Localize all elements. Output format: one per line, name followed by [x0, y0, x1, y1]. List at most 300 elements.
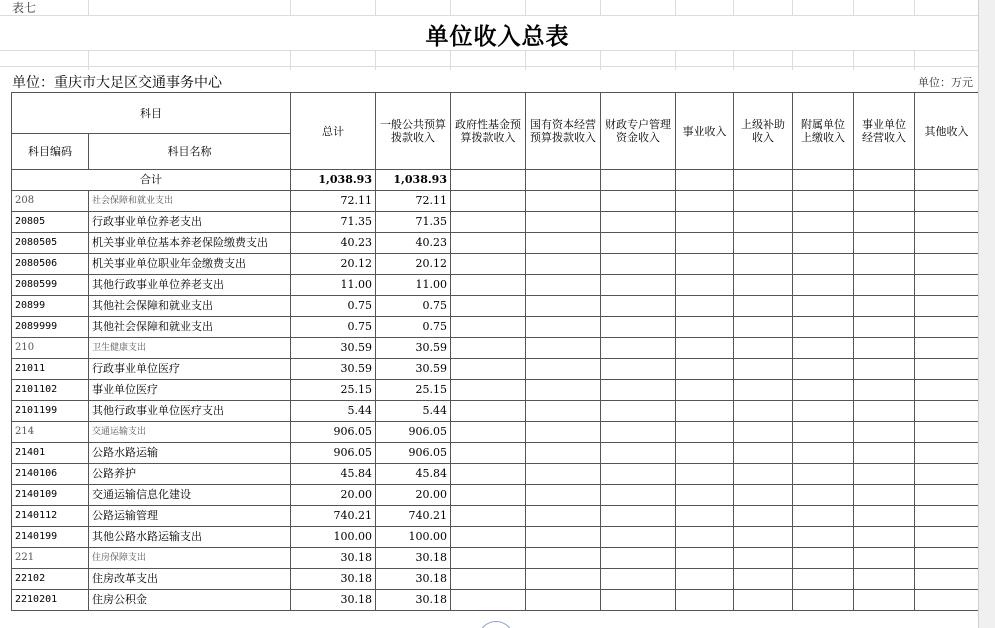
empty-cell [676, 317, 734, 338]
empty-cell [854, 254, 915, 275]
total-cell: 740.21 [291, 506, 376, 527]
general-budget-cell: 25.15 [376, 380, 451, 401]
table-row [12, 485, 979, 506]
empty-cell [676, 233, 734, 254]
empty-cell [734, 212, 793, 233]
subject-code-cell: 20899 [12, 296, 89, 317]
empty-cell [793, 506, 854, 527]
empty-cell [526, 443, 601, 464]
empty-cell [734, 359, 793, 380]
empty-cell [526, 422, 601, 443]
empty-cell [676, 422, 734, 443]
subject-name-cell: 机关事业单位基本养老保险缴费支出 [89, 233, 291, 254]
total-cell: 72.11 [291, 191, 376, 212]
table-row [12, 338, 979, 359]
empty-cell [601, 590, 676, 611]
subject-code-cell: 210 [12, 338, 89, 359]
empty-cell [451, 401, 526, 422]
grid-line [792, 0, 793, 15]
empty-cell [526, 317, 601, 338]
empty-cell [601, 569, 676, 590]
empty-cell [793, 338, 854, 359]
empty-cell [854, 233, 915, 254]
subject-name-cell: 交通运输信息化建设 [89, 485, 291, 506]
grid-line [853, 0, 854, 15]
grid-line [792, 50, 793, 70]
grid-line [853, 50, 854, 70]
header-col-operating-income: 事业单位经营收入 [854, 93, 915, 170]
general-budget-cell: 20.00 [376, 485, 451, 506]
empty-cell [854, 338, 915, 359]
total-cell-total: 1,038.93 [291, 170, 376, 191]
general-budget-cell: 30.18 [376, 590, 451, 611]
subject-name-cell: 住房保障支出 [89, 548, 291, 569]
table-row [12, 548, 979, 569]
grid-line [88, 0, 89, 15]
subject-name-cell: 其他社会保障和就业支出 [89, 296, 291, 317]
empty-cell [915, 527, 979, 548]
general-budget-cell: 71.35 [376, 212, 451, 233]
grid-line [525, 50, 526, 70]
general-budget-cell: 40.23 [376, 233, 451, 254]
total-cell: 30.18 [291, 590, 376, 611]
empty-cell [734, 590, 793, 611]
empty-cell [526, 191, 601, 212]
empty-cell [601, 296, 676, 317]
empty-cell [793, 485, 854, 506]
grid-line [0, 66, 978, 67]
empty-cell [526, 233, 601, 254]
total-cell-general: 1,038.93 [376, 170, 451, 191]
empty-cell [854, 275, 915, 296]
empty-cell [676, 401, 734, 422]
grid-line [600, 0, 601, 15]
total-cell: 906.05 [291, 422, 376, 443]
empty-cell [734, 527, 793, 548]
table-row [12, 590, 979, 611]
empty-cell [915, 422, 979, 443]
empty-cell [854, 212, 915, 233]
empty-cell [854, 527, 915, 548]
subject-code-cell: 214 [12, 422, 89, 443]
grid-line [450, 50, 451, 70]
empty-cell [676, 485, 734, 506]
empty-cell [676, 359, 734, 380]
general-budget-cell: 72.11 [376, 191, 451, 212]
table-row [12, 275, 979, 296]
empty-cell [793, 317, 854, 338]
subject-code-cell: 208 [12, 191, 89, 212]
subject-name-cell: 公路养护 [89, 464, 291, 485]
empty-cell [526, 254, 601, 275]
empty-cell [793, 464, 854, 485]
empty-cell [451, 275, 526, 296]
empty-cell [734, 338, 793, 359]
empty-cell [915, 212, 979, 233]
empty-cell [793, 296, 854, 317]
empty-cell [676, 296, 734, 317]
empty-cell [915, 359, 979, 380]
table-row [12, 317, 979, 338]
empty-cell [451, 380, 526, 401]
empty-cell [915, 464, 979, 485]
total-cell: 5.44 [291, 401, 376, 422]
subject-name-cell: 行政事业单位养老支出 [89, 212, 291, 233]
subject-name-cell: 其他社会保障和就业支出 [89, 317, 291, 338]
subject-name-cell: 住房公积金 [89, 590, 291, 611]
general-budget-cell: 906.05 [376, 422, 451, 443]
empty-cell [915, 233, 979, 254]
empty-cell [451, 443, 526, 464]
empty-cell [451, 422, 526, 443]
empty-cell [793, 233, 854, 254]
table-row [12, 527, 979, 548]
empty-cell [915, 548, 979, 569]
empty-cell [451, 317, 526, 338]
table-row [12, 296, 979, 317]
subject-code-cell: 22102 [12, 569, 89, 590]
subject-name-cell: 机关事业单位职业年金缴费支出 [89, 254, 291, 275]
general-budget-cell: 740.21 [376, 506, 451, 527]
empty-cell [676, 590, 734, 611]
empty-cell [601, 422, 676, 443]
empty-cell [676, 443, 734, 464]
empty-cell [734, 422, 793, 443]
subject-name-cell: 其他行政事业单位医疗支出 [89, 401, 291, 422]
empty-cell [734, 317, 793, 338]
empty-cell [734, 191, 793, 212]
general-budget-cell: 906.05 [376, 443, 451, 464]
currency-unit-label: 单位：万元 [918, 76, 973, 89]
empty-cell [854, 590, 915, 611]
table-row [12, 380, 979, 401]
header-subject-name: 科目名称 [89, 134, 291, 170]
subject-name-cell: 卫生健康支出 [89, 338, 291, 359]
header-subject-code: 科目编码 [12, 134, 89, 170]
empty-cell [601, 191, 676, 212]
empty-cell [526, 338, 601, 359]
empty-cell [854, 506, 915, 527]
empty-cell [915, 191, 979, 212]
empty-cell [734, 569, 793, 590]
empty-cell [601, 506, 676, 527]
table-row [12, 464, 979, 485]
subject-code-cell: 2080506 [12, 254, 89, 275]
empty-cell [854, 317, 915, 338]
grid-line [914, 50, 915, 70]
empty-cell [526, 527, 601, 548]
empty-cell [915, 380, 979, 401]
total-cell: 71.35 [291, 212, 376, 233]
empty-cell [854, 548, 915, 569]
total-cell: 100.00 [291, 527, 376, 548]
empty-cell [734, 233, 793, 254]
empty-cell [526, 590, 601, 611]
empty-cell [915, 254, 979, 275]
total-label: 合计 [12, 170, 291, 191]
grid-line [290, 50, 291, 70]
empty-cell [676, 464, 734, 485]
empty-cell [601, 380, 676, 401]
subject-name-cell: 社会保障和就业支出 [89, 191, 291, 212]
grid-line [733, 50, 734, 70]
subject-code-cell: 20805 [12, 212, 89, 233]
empty-cell [793, 254, 854, 275]
subject-code-cell: 2080505 [12, 233, 89, 254]
general-budget-cell: 20.12 [376, 254, 451, 275]
empty-cell [676, 254, 734, 275]
header-subject-group: 科目 [12, 93, 291, 134]
empty-cell [915, 401, 979, 422]
empty-cell [451, 527, 526, 548]
empty-cell [451, 191, 526, 212]
vertical-scrollbar[interactable] [978, 0, 995, 628]
subject-name-cell: 行政事业单位医疗 [89, 359, 291, 380]
subject-code-cell: 2140106 [12, 464, 89, 485]
empty-cell [601, 443, 676, 464]
subject-code-cell: 2101199 [12, 401, 89, 422]
empty-cell [793, 191, 854, 212]
subject-code-cell: 2089999 [12, 317, 89, 338]
subject-name-cell: 其他公路水路运输支出 [89, 527, 291, 548]
total-cell: 45.84 [291, 464, 376, 485]
empty-cell [451, 569, 526, 590]
empty-cell [734, 296, 793, 317]
general-budget-cell: 0.75 [376, 296, 451, 317]
empty-cell [526, 380, 601, 401]
empty-cell [526, 464, 601, 485]
empty-cell [793, 590, 854, 611]
sheet-title: 单位收入总表 [425, 23, 570, 50]
unit-name-label: 单位：重庆市大足区交通事务中心 [12, 75, 222, 91]
empty-cell [734, 506, 793, 527]
empty-cell [451, 359, 526, 380]
subject-code-cell: 2101102 [12, 380, 89, 401]
subject-code-cell: 21011 [12, 359, 89, 380]
subject-name-cell: 事业单位医疗 [89, 380, 291, 401]
empty-cell [676, 191, 734, 212]
grid-line [375, 0, 376, 15]
subject-code-cell: 221 [12, 548, 89, 569]
empty-cell [915, 275, 979, 296]
empty-cell [601, 359, 676, 380]
empty-cell [793, 380, 854, 401]
table-row [12, 443, 979, 464]
empty-cell [915, 569, 979, 590]
empty-cell [676, 506, 734, 527]
general-budget-cell: 30.18 [376, 548, 451, 569]
header-col-fiscal-account: 财政专户管理资金收入 [601, 93, 676, 170]
subject-name-cell: 公路水路运输 [89, 443, 291, 464]
empty-cell [915, 317, 979, 338]
grid-line [525, 0, 526, 15]
empty-cell [734, 380, 793, 401]
header-col-state-capital: 国有资本经营预算拨款收入 [526, 93, 601, 170]
grid-line [450, 0, 451, 15]
general-budget-cell: 30.59 [376, 359, 451, 380]
empty-cell [793, 527, 854, 548]
general-budget-cell: 0.75 [376, 317, 451, 338]
table-row [12, 191, 979, 212]
empty-cell [601, 548, 676, 569]
general-budget-cell: 5.44 [376, 401, 451, 422]
empty-cell [451, 338, 526, 359]
empty-cell [854, 191, 915, 212]
subject-name-cell: 公路运输管理 [89, 506, 291, 527]
header-col-general-budget: 一般公共预算拨款收入 [376, 93, 451, 170]
empty-cell [676, 527, 734, 548]
empty-cell [526, 401, 601, 422]
table-row [12, 506, 979, 527]
income-summary-table [11, 92, 979, 611]
subject-name-cell: 交通运输支出 [89, 422, 291, 443]
subject-code-cell: 2140199 [12, 527, 89, 548]
empty-cell [793, 359, 854, 380]
empty-cell [734, 443, 793, 464]
total-cell: 20.00 [291, 485, 376, 506]
empty-cell [601, 527, 676, 548]
empty-cell [915, 338, 979, 359]
header-col-subsidiary-remit: 附属单位上缴收入 [793, 93, 854, 170]
grid-line [733, 0, 734, 15]
empty-cell [601, 212, 676, 233]
table-row [12, 233, 979, 254]
empty-cell [526, 212, 601, 233]
table-row [12, 212, 979, 233]
empty-cell [793, 443, 854, 464]
table-body [12, 170, 979, 611]
empty-cell [793, 275, 854, 296]
empty-cell [451, 254, 526, 275]
empty-cell [676, 548, 734, 569]
empty-cell [451, 233, 526, 254]
empty-cell [526, 485, 601, 506]
empty-cell [526, 359, 601, 380]
header-col-gov-fund: 政府性基金预算拨款收入 [451, 93, 526, 170]
empty-cell [915, 296, 979, 317]
empty-cell [793, 401, 854, 422]
total-cell: 30.18 [291, 548, 376, 569]
header-col-total: 总计 [291, 93, 376, 170]
total-cell: 11.00 [291, 275, 376, 296]
empty-cell [676, 380, 734, 401]
grid-line [600, 50, 601, 70]
table-row [12, 401, 979, 422]
empty-cell [915, 590, 979, 611]
subject-name-cell: 其他行政事业单位养老支出 [89, 275, 291, 296]
empty-cell [676, 275, 734, 296]
empty-cell [915, 506, 979, 527]
empty-cell [601, 338, 676, 359]
table-row [12, 254, 979, 275]
total-cell: 20.12 [291, 254, 376, 275]
empty-cell [676, 569, 734, 590]
empty-cell [526, 296, 601, 317]
subject-code-cell: 2140112 [12, 506, 89, 527]
empty-cell [601, 254, 676, 275]
general-budget-cell: 30.59 [376, 338, 451, 359]
empty-cell [734, 254, 793, 275]
table-row [12, 569, 979, 590]
empty-cell [601, 233, 676, 254]
empty-cell [526, 569, 601, 590]
empty-cell [676, 338, 734, 359]
empty-cell [676, 212, 734, 233]
header-col-other-income: 其他收入 [915, 93, 979, 170]
empty-cell [451, 464, 526, 485]
empty-cell [854, 443, 915, 464]
empty-cell [451, 548, 526, 569]
header-col-business-income: 事业收入 [676, 93, 734, 170]
total-cell: 25.15 [291, 380, 376, 401]
empty-cell [854, 380, 915, 401]
empty-cell [854, 485, 915, 506]
empty-cell [854, 359, 915, 380]
empty-cell [854, 422, 915, 443]
empty-cell [854, 569, 915, 590]
subject-code-cell: 2140109 [12, 485, 89, 506]
empty-cell [734, 401, 793, 422]
empty-cell [526, 548, 601, 569]
empty-cell [793, 569, 854, 590]
table-row [12, 359, 979, 380]
general-budget-cell: 30.18 [376, 569, 451, 590]
table-number-note: 表七 [12, 1, 37, 15]
subject-code-cell: 2080599 [12, 275, 89, 296]
empty-cell [854, 464, 915, 485]
general-budget-cell: 100.00 [376, 527, 451, 548]
total-cell: 0.75 [291, 317, 376, 338]
seal-watermark-icon [478, 621, 514, 628]
empty-cell [451, 506, 526, 527]
empty-cell [734, 275, 793, 296]
empty-cell [915, 485, 979, 506]
empty-cell [793, 422, 854, 443]
grid-line [675, 50, 676, 70]
subject-name-cell: 住房改革支出 [89, 569, 291, 590]
subject-code-cell: 2210201 [12, 590, 89, 611]
total-cell: 30.59 [291, 338, 376, 359]
grid-line [0, 15, 978, 16]
empty-cell [734, 464, 793, 485]
empty-cell [601, 401, 676, 422]
subject-code-cell: 21401 [12, 443, 89, 464]
table-row-total [12, 170, 979, 191]
total-cell: 0.75 [291, 296, 376, 317]
general-budget-cell: 45.84 [376, 464, 451, 485]
total-cell: 906.05 [291, 443, 376, 464]
total-cell: 40.23 [291, 233, 376, 254]
total-cell: 30.59 [291, 359, 376, 380]
general-budget-cell: 11.00 [376, 275, 451, 296]
table-row [12, 422, 979, 443]
empty-cell [734, 485, 793, 506]
header-col-superior-subsidy: 上级补助收入 [734, 93, 793, 170]
grid-line [914, 0, 915, 15]
grid-line [675, 0, 676, 15]
empty-cell [601, 464, 676, 485]
empty-cell [451, 296, 526, 317]
empty-cell [601, 317, 676, 338]
empty-cell [601, 275, 676, 296]
empty-cell [734, 548, 793, 569]
grid-line [88, 50, 89, 70]
empty-cell [526, 506, 601, 527]
empty-cell [793, 212, 854, 233]
empty-cell [601, 485, 676, 506]
empty-cell [451, 212, 526, 233]
grid-line [290, 0, 291, 15]
